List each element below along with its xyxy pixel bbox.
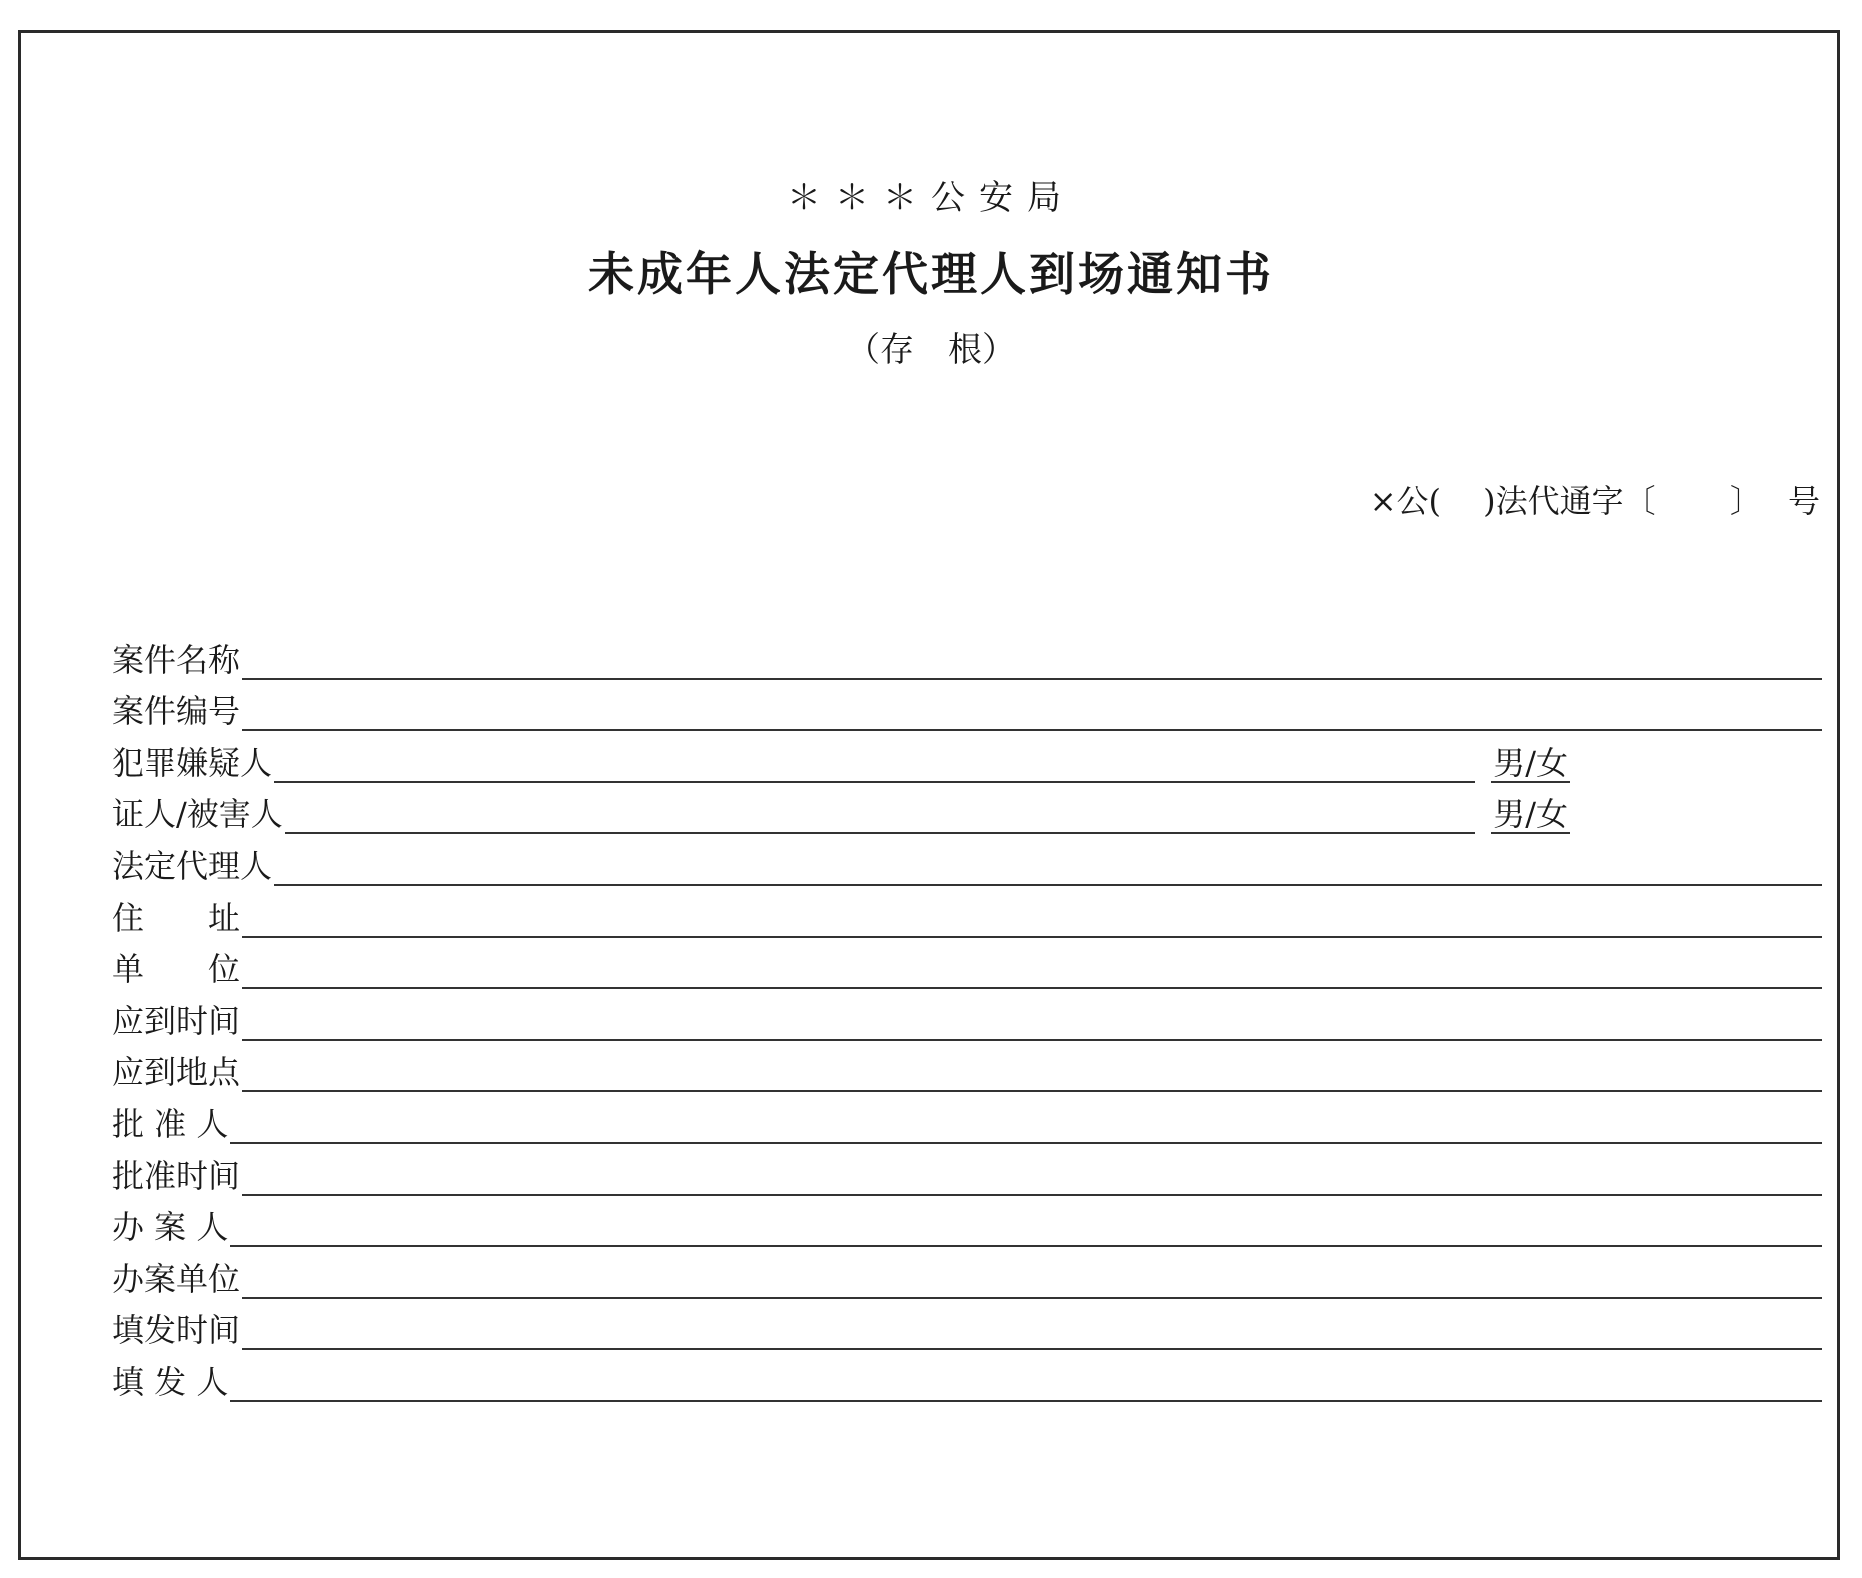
field-label: 案件编号 [112,692,241,731]
fill-line[interactable] [274,745,1475,783]
gender-option[interactable]: 男/女 [1493,743,1568,782]
field-arrival-place [112,1041,1822,1093]
fill-line[interactable] [230,1209,1822,1247]
field-suspect [112,731,1822,783]
fill-line[interactable] [242,693,1822,731]
field-issue-time [112,1299,1822,1351]
field-case-number [112,680,1822,732]
field-arrival-time [112,989,1822,1041]
field-employer [112,938,1822,990]
fill-line[interactable] [242,642,1822,680]
fill-line[interactable] [242,1158,1822,1196]
field-label: 单 位 [112,950,241,989]
document-subtitle: （存 根） [846,330,1016,370]
gender-option[interactable]: 男/女 [1493,795,1568,834]
field-label: 填 发 人 [112,1362,229,1401]
fill-line[interactable] [242,900,1822,938]
field-handler [112,1196,1822,1248]
fill-line[interactable] [242,1312,1822,1350]
field-legal-guardian [112,834,1822,886]
fill-line[interactable] [242,1261,1822,1299]
fill-line[interactable] [285,796,1475,834]
fill-line[interactable] [274,848,1822,886]
agency-name: ＊＊＊公安局 [787,178,1075,218]
form-fields [112,628,1822,1402]
field-label: 应到时间 [112,1001,241,1040]
field-label: 法定代理人 [112,846,273,885]
field-case-name [112,628,1822,680]
field-witness-victim [112,783,1822,835]
field-label: 住 址 [112,898,241,937]
field-label: 犯罪嫌疑人 [112,743,273,782]
field-approval-time [112,1144,1822,1196]
field-label: 办案单位 [112,1259,241,1298]
field-approver [112,1092,1822,1144]
field-label: 办 案 人 [112,1208,229,1247]
field-label: 证人/被害人 [112,795,283,834]
fill-line[interactable] [230,1364,1822,1402]
field-label: 案件名称 [112,640,241,679]
fill-line[interactable] [242,951,1822,989]
fill-line[interactable] [242,1054,1822,1092]
field-address [112,886,1822,938]
field-issuer [112,1350,1822,1402]
field-label: 批准时间 [112,1156,241,1195]
field-handling-unit [112,1247,1822,1299]
field-label: 填发时间 [112,1311,241,1350]
fill-line[interactable] [242,1003,1822,1041]
field-label: 应到地点 [112,1053,241,1092]
field-label: 批 准 人 [112,1104,229,1143]
document-title: 未成年人法定代理人到场通知书 [588,247,1274,301]
document-number: ×公( )法代通字〔 〕 号 [1369,482,1820,520]
fill-line[interactable] [230,1106,1822,1144]
